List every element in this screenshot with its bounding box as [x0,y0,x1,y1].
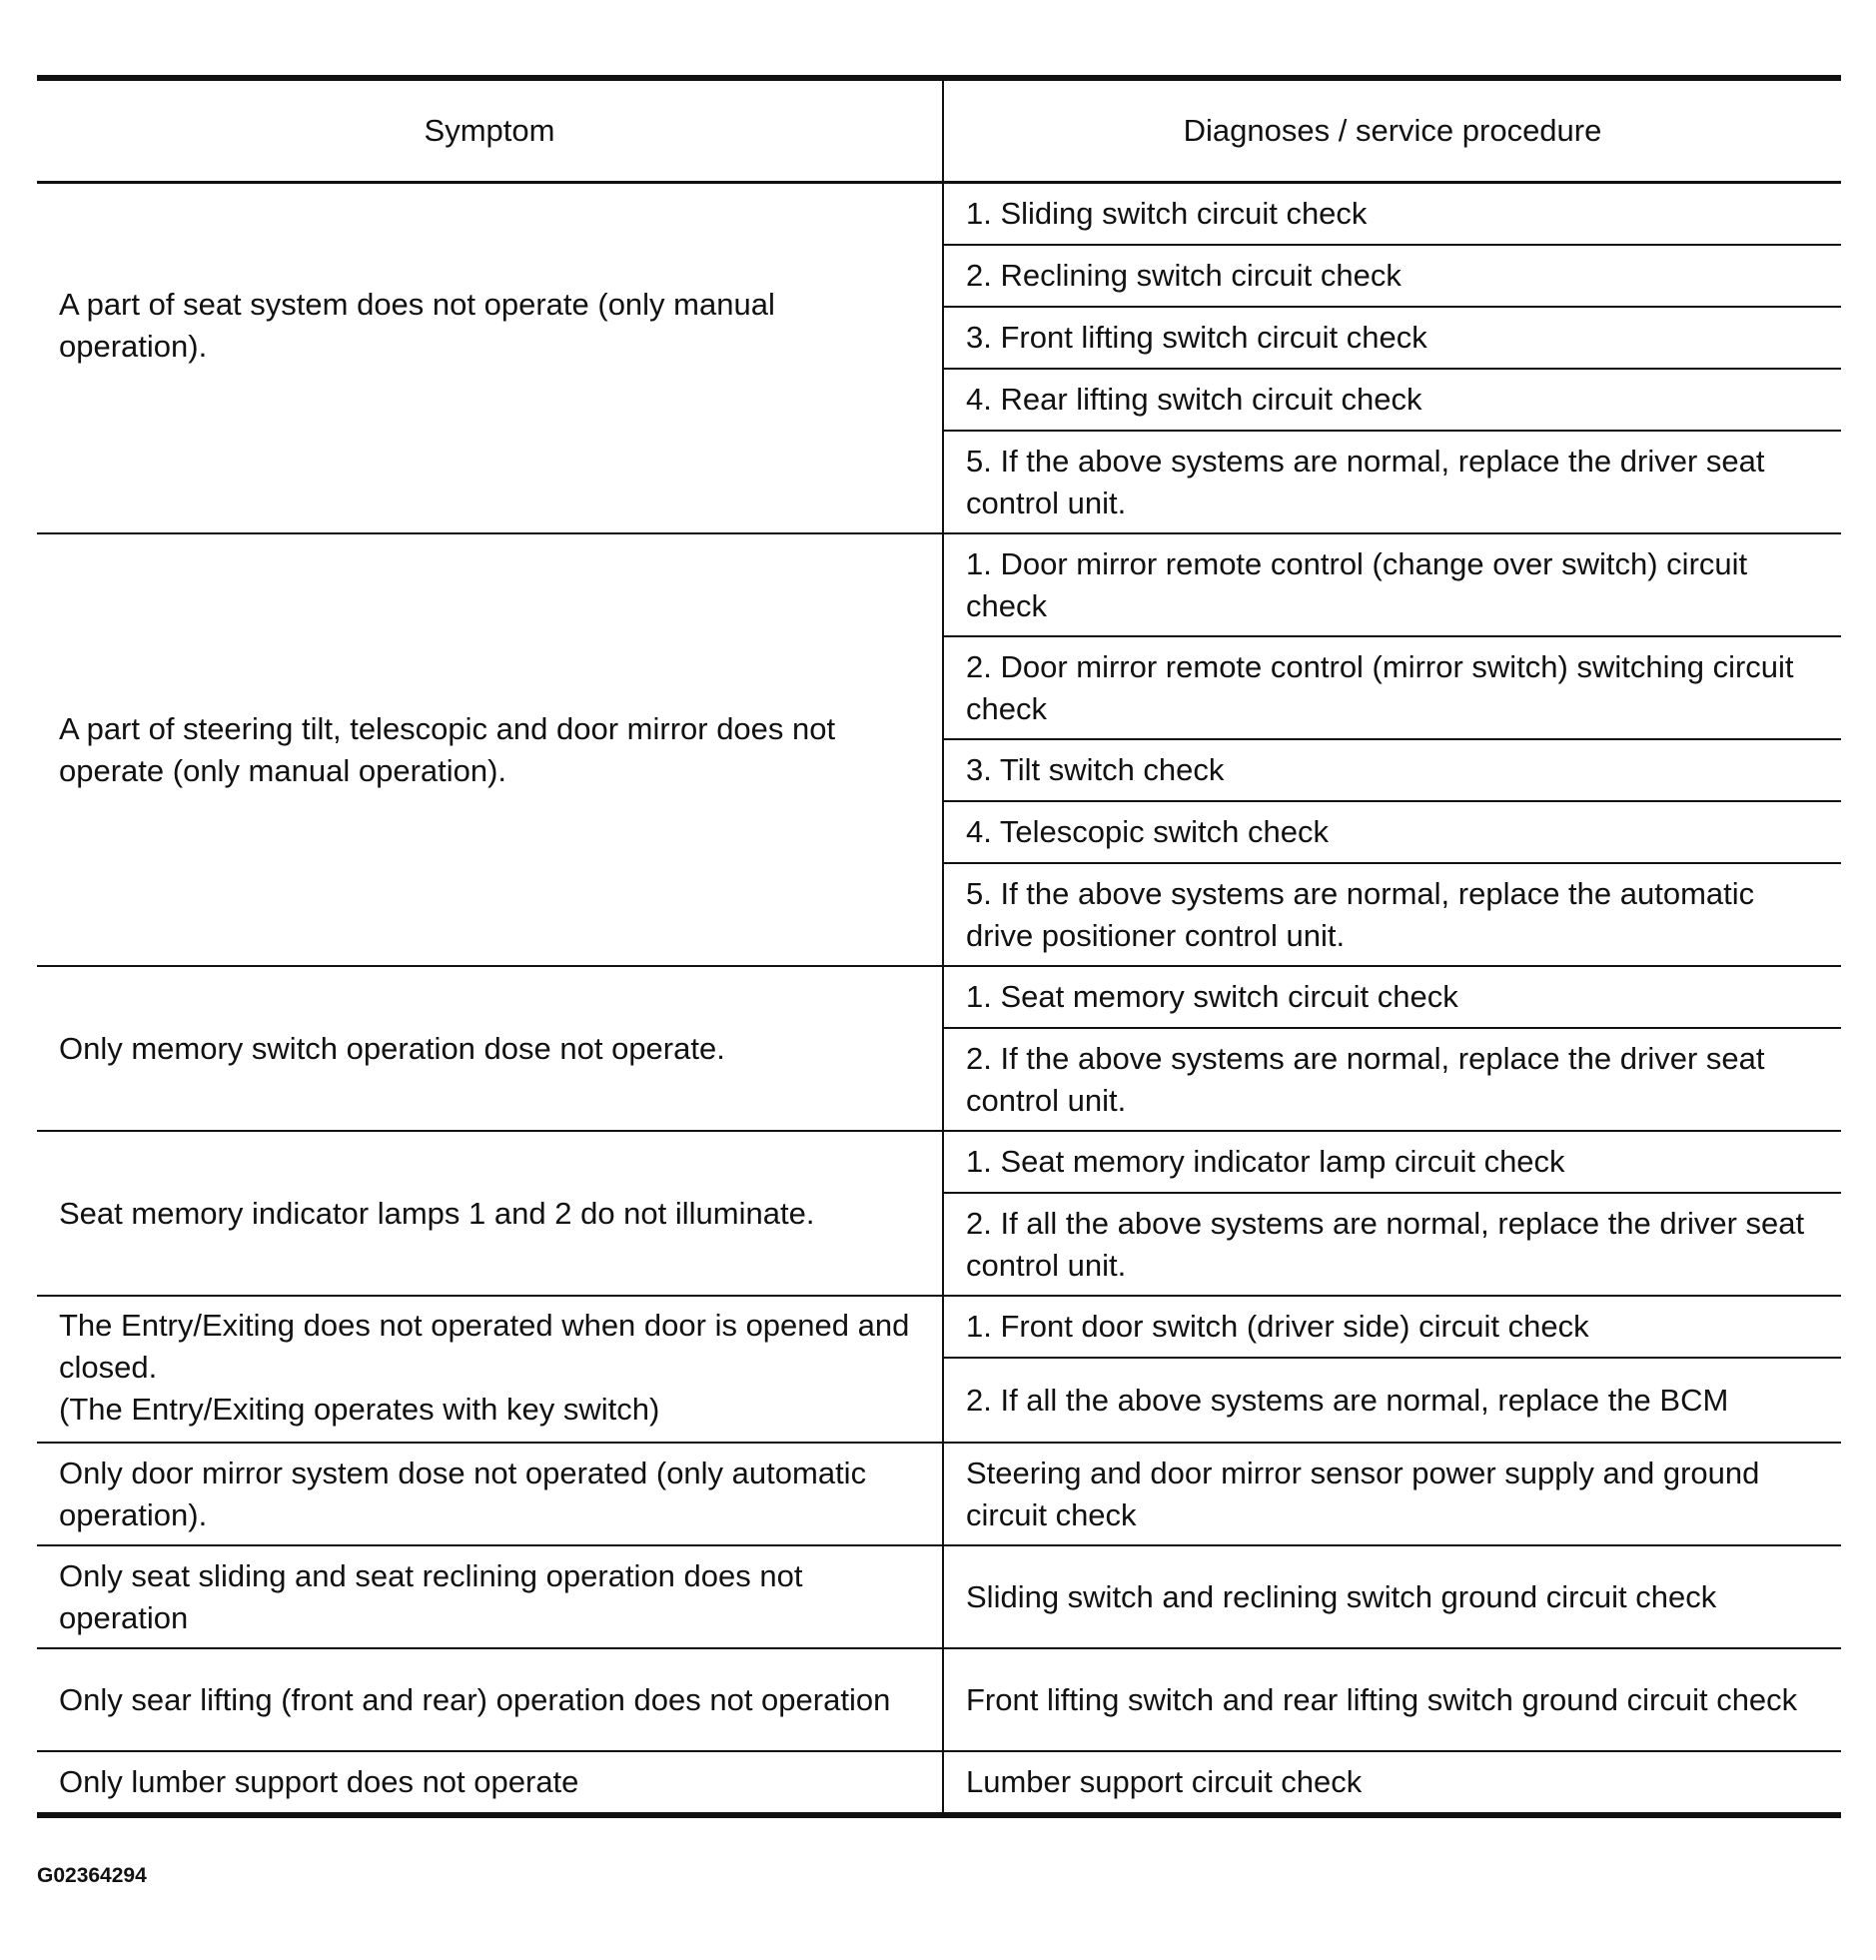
procedure-cell: 1. Sliding switch circuit check [943,183,1841,246]
procedure-cell: 2. If all the above systems are normal, replace the BCM [943,1358,1841,1443]
symptom-cell: A part of steering tilt, telescopic and door mirror does not operate (only manual operation). [37,533,943,966]
symptom-cell: Only lumber support does not operate [37,1751,943,1815]
procedure-cell: 5. If the above systems are normal, replace the automatic drive positioner control unit. [943,863,1841,966]
table-row [37,1648,1841,1751]
table-row [37,1545,1841,1648]
procedure-cell: 4. Rear lifting switch circuit check [943,369,1841,431]
table-row [37,1751,1841,1815]
symptom-cell: A part of seat system does not operate (only manual operation). [37,183,943,534]
symptom-cell: Seat memory indicator lamps 1 and 2 do not illuminate. [37,1131,943,1296]
procedure-cell: 1. Seat memory switch circuit check [943,966,1841,1028]
header-row [37,78,1841,183]
table-row [37,966,1841,1028]
procedure-cell: Lumber support circuit check [943,1751,1841,1815]
diagnosis-table [37,75,1841,1818]
procedure-cell: 1. Door mirror remote control (change over switch) circuit check [943,533,1841,636]
procedure-cell: 5. If the above systems are normal, replace the driver seat control unit. [943,431,1841,533]
procedure-cell: 3. Front lifting switch circuit check [943,307,1841,369]
table-row [37,183,1841,246]
procedure-cell: Front lifting switch and rear lifting switch ground circuit check [943,1648,1841,1751]
symptom-line: The Entry/Exiting does not operated when door is opened and closed. [59,1308,910,1385]
table-row [37,1296,1841,1358]
procedure-cell: Steering and door mirror sensor power supply and ground circuit check [943,1443,1841,1545]
procedure-cell: 1. Seat memory indicator lamp circuit check [943,1131,1841,1193]
procedure-header: Diagnoses / service procedure [943,78,1841,183]
symptom-line: (The Entry/Exiting operates with key switch) [59,1392,660,1427]
procedure-cell: 2. Door mirror remote control (mirror switch) switching circuit check [943,636,1841,739]
procedure-cell: 2. Reclining switch circuit check [943,245,1841,307]
symptom-cell: Only memory switch operation dose not operate. [37,966,943,1131]
procedure-cell: 4. Telescopic switch check [943,801,1841,863]
figure-code: G02364294 [37,1864,147,1887]
procedure-cell: 2. If the above systems are normal, replace the driver seat control unit. [943,1028,1841,1131]
symptom-header: Symptom [37,78,943,183]
symptom-cell [37,1296,943,1443]
procedure-cell: 1. Front door switch (driver side) circuit check [943,1296,1841,1358]
table-row [37,1443,1841,1545]
symptom-cell: Only sear lifting (front and rear) operation does not operation [37,1648,943,1751]
table-row [37,533,1841,636]
procedure-cell: Sliding switch and reclining switch ground circuit check [943,1545,1841,1648]
procedure-cell: 2. If all the above systems are normal, replace the driver seat control unit. [943,1193,1841,1296]
symptom-cell: Only door mirror system dose not operated (only automatic operation). [37,1443,943,1545]
table-row [37,1131,1841,1193]
procedure-cell: 3. Tilt switch check [943,739,1841,801]
symptom-cell: Only seat sliding and seat reclining operation does not operation [37,1545,943,1648]
